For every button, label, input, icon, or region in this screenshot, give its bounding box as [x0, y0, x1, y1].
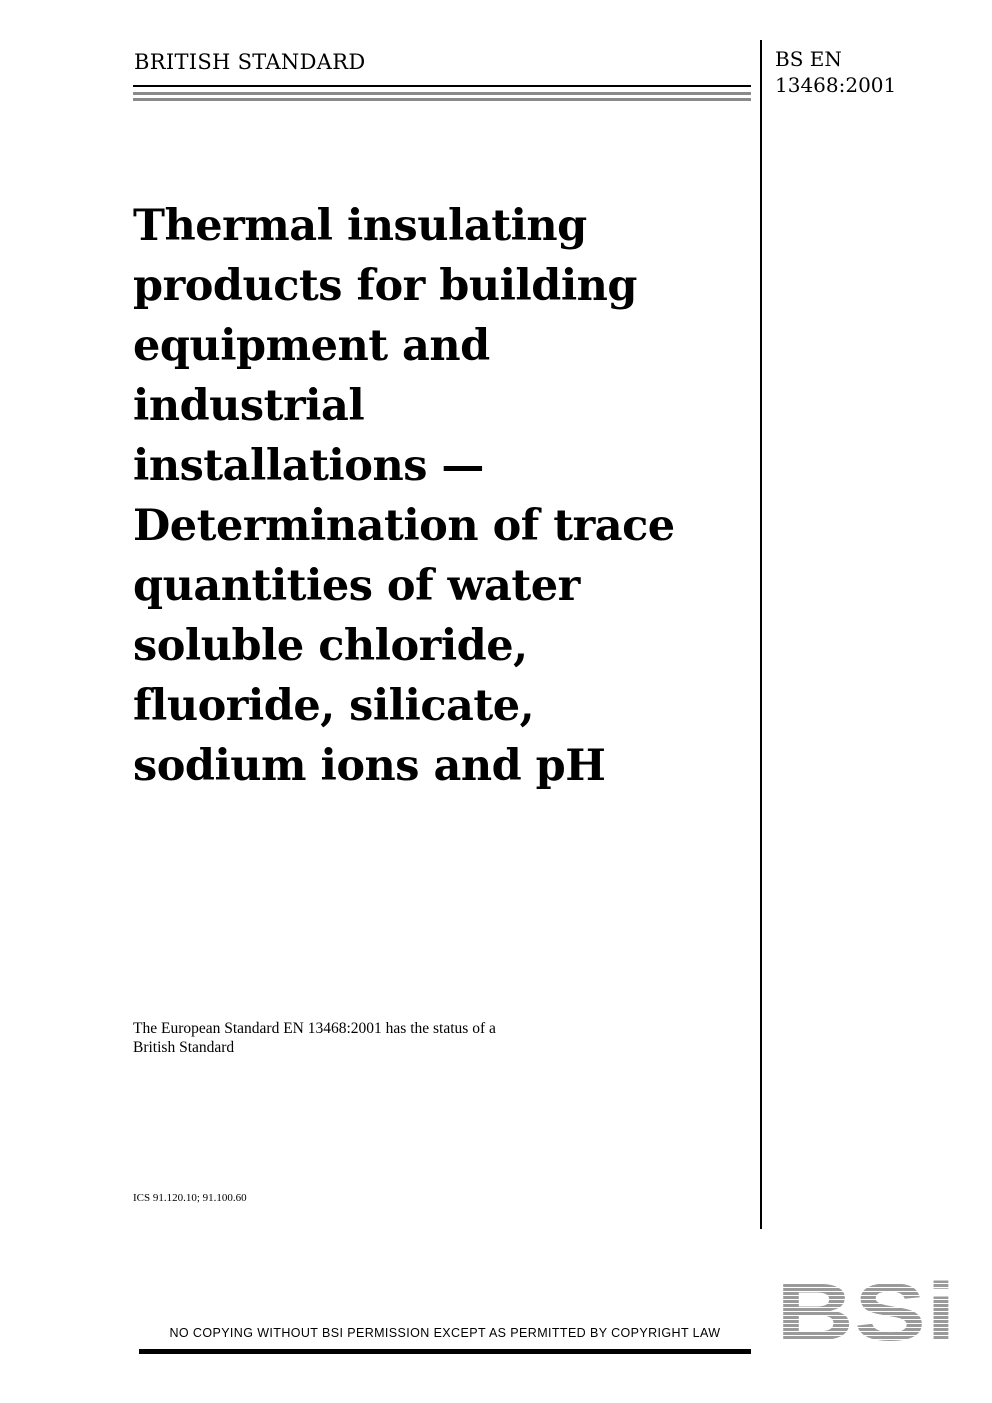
- standard-number: [775, 46, 896, 98]
- footer-rule: [139, 1349, 751, 1354]
- status-line-2: British Standard: [133, 1039, 235, 1056]
- header-rule-grey-1: [133, 92, 751, 95]
- header-rule-grey-2: [133, 98, 751, 101]
- document-type-label: BRITISH STANDARD: [134, 50, 366, 74]
- vertical-divider: [760, 40, 762, 1229]
- standard-number-prefix: BS EN: [775, 47, 842, 71]
- status-statement: [133, 1019, 613, 1057]
- bsi-logo: [776, 1276, 956, 1342]
- ics-code: ICS 91.120.10; 91.100.60: [133, 1192, 247, 1204]
- title-line: quantities of water: [133, 561, 580, 611]
- title-line: equipment and: [133, 321, 490, 371]
- title-line: Determination of trace: [133, 501, 675, 551]
- header-rule-thin: [133, 85, 751, 87]
- title-line: fluoride, silicate,: [133, 681, 535, 731]
- title-line: Thermal insulating: [133, 201, 587, 251]
- status-line-1: The European Standard EN 13468:2001 has the status of a: [133, 1020, 496, 1037]
- copyright-notice: NO COPYING WITHOUT BSI PERMISSION EXCEPT AS PERMITTED BY COPYRIGHT LAW: [169, 1326, 721, 1340]
- title-line: installations —: [133, 441, 484, 491]
- title-line: soluble chloride,: [133, 621, 528, 671]
- title-line: products for building: [133, 261, 637, 311]
- standard-number-code: 13468:2001: [775, 73, 897, 97]
- bsi-logo-text: BSi: [776, 1276, 956, 1342]
- document-title: [133, 196, 743, 796]
- title-line: sodium ions and pH: [133, 741, 606, 791]
- title-line: industrial: [133, 381, 365, 431]
